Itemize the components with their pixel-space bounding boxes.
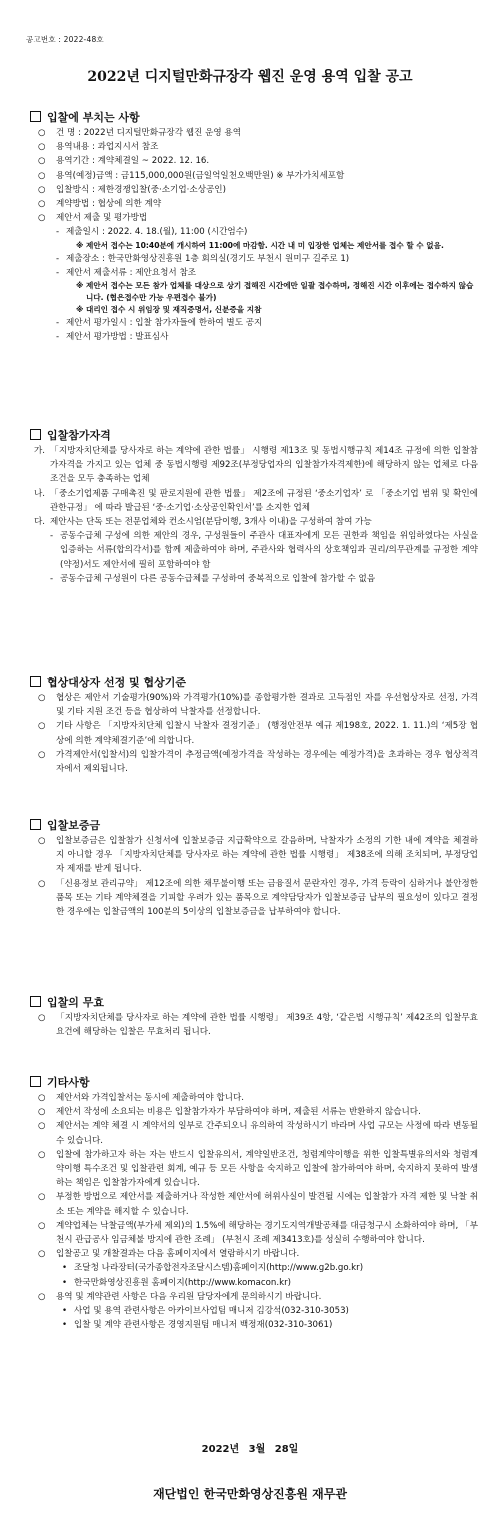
list-item: ○ 협상은 제안서 기술평가(90%)와 가격평가(10%)를 종합평가한 결과로 고득점인 자를 우선협상자로 선정, 가격 및 기타 지원 조건 등을 협상하여 낙찰자를 선정합니다. (38, 693, 478, 718)
list-item: ○ 건 명 : 2022년 디지털만화규장각 웹진 운영 용역 (38, 128, 242, 138)
sub-item: - 제안서 평가방법 : 발표심사 (56, 332, 169, 343)
list-item: ○ 기타 사항은 「지방자치단체 입찰시 낙찰자 결정기준」 (행정안전부 예규 제198호, 2022. 1. 11.)의 ‘제5장 협상에 의한 계약체결기준’에 의합니다. (38, 721, 478, 746)
list-item: 나. 「중소기업제품 구매촉진 및 판로지원에 관한 법률」 제2조에 규정된 ‘중소기업자’ 로 「중소기업 범위 및 확인에 관한규정」 에 따라 발급된 ‘중·소기업·소상공인확인서’를 소지한 업체 (34, 488, 478, 513)
list-item: ○ 부정한 방법으로 제안서를 제출하거나 작성한 제안서에 허위사실이 발견될 시에는 입찰참가 자격 제한 및 낙찰 취소 또는 계약을 해지할 수 있습니다. (38, 1192, 478, 1217)
checkbox-square-icon (30, 429, 41, 440)
list-item: ○ 제안서는 계약 체결 시 계약서의 일부로 간주되오니 유의하여 작성하시기 바라며 사업 규모는 사정에 따라 변동될 수 있습니다. (38, 1121, 478, 1146)
section-bid-bond (30, 818, 478, 919)
section-heading: 기타사항 (30, 1075, 478, 1091)
list-item: ○ 입찰보증금은 입찰참가 신청서에 입찰보증금 지급확약으로 갈음하며, 낙찰자가 소정의 기한 내에 계약을 체결하지 아니할 경우 「지방자치단체를 당사자로 하는 계약에 관한 법률 시행령」 제38조에 의해 조치되며, 부정당업자 제재를 받게 됩니다. (38, 836, 478, 875)
section-heading: 입찰참가자격 (30, 428, 478, 444)
list-item: 가. 「지방자치단체를 당사자로 하는 계약에 관한 법률」 시행령 제13조 및 동법시행규칙 제14조 규정에 의한 입찰참가자격을 가지고 있는 업체 중 동법시행령 제92조(부정당업자의 입찰참가자격제한)에 해당하지 않는 업체로 다음 조건을 모두 충족하는 업체 (34, 446, 478, 485)
checkbox-square-icon (30, 819, 41, 830)
note-item: ※ 제안서 접수는 10:40분에 개시하여 11:00에 마감함. 시간 내 미 입장한 업체는 제안서를 접수 할 수 없음. (76, 240, 444, 250)
list-item: ○ 입찰방식 : 제한경쟁입찰(중·소기업·소상공인) (38, 184, 226, 195)
checkbox-square-icon (30, 1076, 41, 1087)
sub-item: - 공동수급체 구성원이 다른 공동수급체를 구성하여 중복적으로 입찰에 참가할 수 없음 (50, 573, 376, 584)
sub-item: - 제안서 평가일시 : 입찰 참가자들에 한하여 별도 공지 (56, 318, 263, 329)
list-item: ○ 용역기간 : 계약체결일 ~ 2022. 12. 16. (38, 156, 210, 167)
section-heading: 협상대상자 선정 및 협상기준 (30, 675, 478, 691)
contact-item: • 입찰 및 계약 관련사항은 경영지원팀 매니저 백정재(032-310-3061) (62, 1320, 333, 1331)
list-item: ○ 「지방자치단체를 당사자로 하는 계약에 관한 법률 시행령」 제39조 4항, ‘같은법 시행규칙’ 제42조의 입찰무효 요건에 해당하는 입찰은 무효처리 됩니다. (38, 1013, 478, 1038)
document-title: 2022년 디지털만화규장각 웹진 운영 용역 입찰 공고 (87, 69, 413, 85)
section-other-matters (30, 1075, 478, 1332)
link-item-komacon[interactable]: • 한국만화영상진흥원 홈페이지(http://www.komacon.kr) (62, 1277, 291, 1288)
note-item: ※ 제안서 접수는 모든 참가 업체를 대상으로 상기 접해진 시간에만 일괄 접수하며, 정해진 시간 이후에는 접수하지 않습니다. (협은접수만 가능 우편접수 불가) (76, 281, 474, 303)
list-item: ○ 입찰공고 및 개찰결과는 다음 홈페이지에서 열람하시기 바랍니다. (38, 1249, 300, 1260)
checkbox-square-icon (30, 676, 41, 687)
notice-date: 2022년 3월 28일 (201, 1444, 299, 1455)
list-item: 다. 제안사는 단독 또는 전문업체와 컨소시엄(분담이행, 3개사 이내)을 구성하여 참여 가능 (34, 517, 372, 528)
section-heading: 입찰의 무효 (30, 995, 478, 1011)
sub-item: - 제안서 제출서류 : 제안요청서 참조 (56, 267, 197, 278)
section-heading: 입찰에 부치는 사항 (30, 110, 478, 126)
list-item: ○ 용역내용 : 과업지시서 참조 (38, 142, 159, 153)
note-item: ※ 대리인 접수 시 위임장 및 재직증명서, 신분증을 지참 (76, 305, 262, 315)
checkbox-square-icon (30, 111, 41, 122)
list-item: ○ 입찰에 참가하고자 하는 자는 반드시 입찰유의서, 계약일반조건, 청렴계약이행을 위한 입찰특별유의서와 청렴계약이행 특수조건 및 입찰관련 회계, 예규 등 모든 사항을 숙지하고 입찰에 참가하여야 하며, 숙지하지 못하여 발생하는 책임은 입찰참가자에게 있습니다. (38, 1149, 478, 1189)
list-item: ○ 제안서와 가격입찰서는 동시에 제출하여야 합니다. (38, 1093, 244, 1103)
section-heading: 입찰보증금 (30, 818, 478, 834)
notice-number: 공고번호 : 2022-48호 (26, 35, 104, 44)
section-eligibility (30, 428, 478, 586)
sub-item: - 제출장소 : 한국만화영상진흥원 1층 회의실(경기도 부천시 원미구 길주로 1) (56, 253, 350, 264)
list-item: ○ 가격제안서(입찰서)의 입찰가격이 추정금액(예정가격을 작성하는 경우에는 예정가격)을 초과하는 경우 협상적격자에서 제외됩니다. (38, 749, 478, 775)
list-item: ○ 계약업체는 낙찰금액(부가세 제외)의 1.5%에 해당하는 경기도지역개발공채를 대금청구시 소화하여야 하며, 「부천시 관급공사 임금체불 방지에 관한 조례」 (부천시 조례 제3413호)를 성실히 수행하여야 합니다. (38, 1220, 478, 1246)
list-item: ○ 제안서 작성에 소요되는 비용은 입찰참가자가 부담하여야 하며, 제출된 서류는 반환하지 않습니다. (38, 1107, 421, 1118)
list-item: ○ 계약방법 : 협상에 의한 계약 (38, 199, 162, 210)
section-negotiation (30, 675, 478, 776)
checkbox-square-icon (30, 996, 41, 1007)
list-item: ○ 「신용정보 관리규약」 제12조에 의한 채무불이행 또는 금융질서 문란자인 경우, 가격 등락이 심하거나 불안정한 품목 또는 기타 계약체결을 기피할 우려가 있는 품목으로 계약담당자가 입찰보증금 납부의 필요성이 있다고 결정한 경우에는 입찰금액의 100분의 5이상의 입찰보증금을 납부하여야 합니다. (38, 878, 478, 918)
section-invalid-bid (30, 995, 478, 1039)
sub-item: - 공동수급체 구성에 의한 제안의 경우, 구성원들이 주관사 대표자에게 모든 권한과 책임을 위임하였다는 사실을 입증하는 서류(합의각서)를 함께 제출하여야 하며, 주관사와 협력사의 상호책임과 권리/의무관계를 규정한 계약(약정)서도 제안서에 필히 포함하여야 함 (50, 531, 478, 570)
link-item-g2b[interactable]: • 조달청 나라장터(국가종합전자조달시스템)홈페이지(http://www.g2b.go.kr) (62, 1263, 364, 1274)
list-item: ○ 용역(예정)금액 : 금115,000,000원(금일억일천오백만원) ※ 부가가치세포함 (38, 170, 345, 181)
issuing-organization: 재단법인 한국만화영상진흥원 재무관 (153, 1487, 347, 1501)
list-item: ○ 제안서 제출 및 평가방법 (38, 213, 148, 224)
section-bid-items (30, 110, 478, 344)
sub-item: - 제출일시 : 2022. 4. 18.(월), 11:00 (시간엄수) (56, 227, 248, 238)
contact-item: • 사업 및 용역 관련사항은 아카이브사업팀 매니저 김강석(032-310-3053) (62, 1306, 349, 1317)
list-item: ○ 용역 및 계약관련 사항은 다음 우리원 담당자에게 문의하시기 바랍니다. (38, 1291, 322, 1302)
